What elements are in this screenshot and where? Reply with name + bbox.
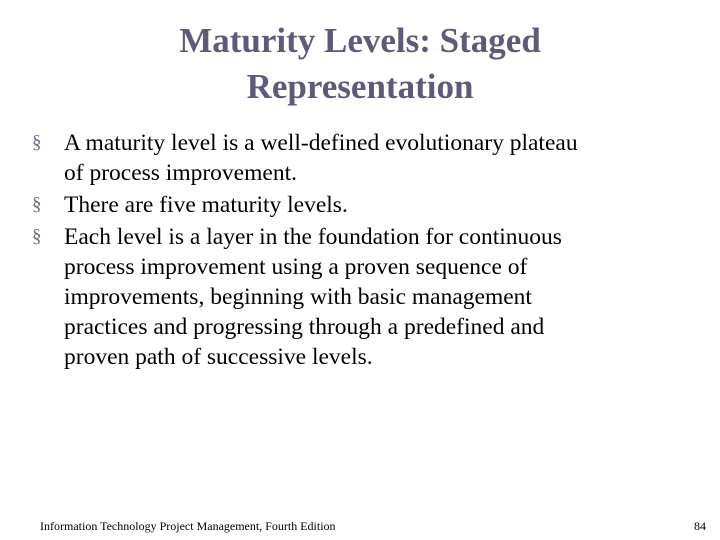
bullet-text xyxy=(64,222,692,372)
bullet-text xyxy=(64,190,692,220)
slide-title-line-2: Representation xyxy=(246,67,474,106)
slide-title xyxy=(40,18,680,110)
bullet-line: practices and progressing through a predefined and xyxy=(64,314,545,340)
bullet-line: proven path of successive levels. xyxy=(64,344,373,370)
bullet-marker-icon: § xyxy=(32,194,42,215)
bullet-line: Each level is a layer in the foundation for continuous xyxy=(64,224,562,250)
footer-source: Information Technology Project Management, Fourth Edition xyxy=(40,519,336,533)
bullet-marker-icon: § xyxy=(32,226,42,247)
bullet-list xyxy=(32,128,692,374)
bullet-item-2 xyxy=(32,190,692,220)
bullet-item-1 xyxy=(32,128,692,188)
bullet-line: process improvement using a proven sequence of xyxy=(64,254,528,280)
bullet-text xyxy=(64,128,692,188)
bullet-line: improvements, beginning with basic management xyxy=(64,284,532,310)
bullet-line: of process improvement. xyxy=(64,160,297,186)
slide-title-line-1: Maturity Levels: Staged xyxy=(179,21,541,60)
bullet-line: A maturity level is a well-defined evolutionary plateau xyxy=(64,130,578,156)
bullet-line: There are five maturity levels. xyxy=(64,192,348,218)
bullet-marker-icon: § xyxy=(32,132,42,153)
page-number: 84 xyxy=(694,519,706,533)
bullet-item-3 xyxy=(32,222,692,372)
